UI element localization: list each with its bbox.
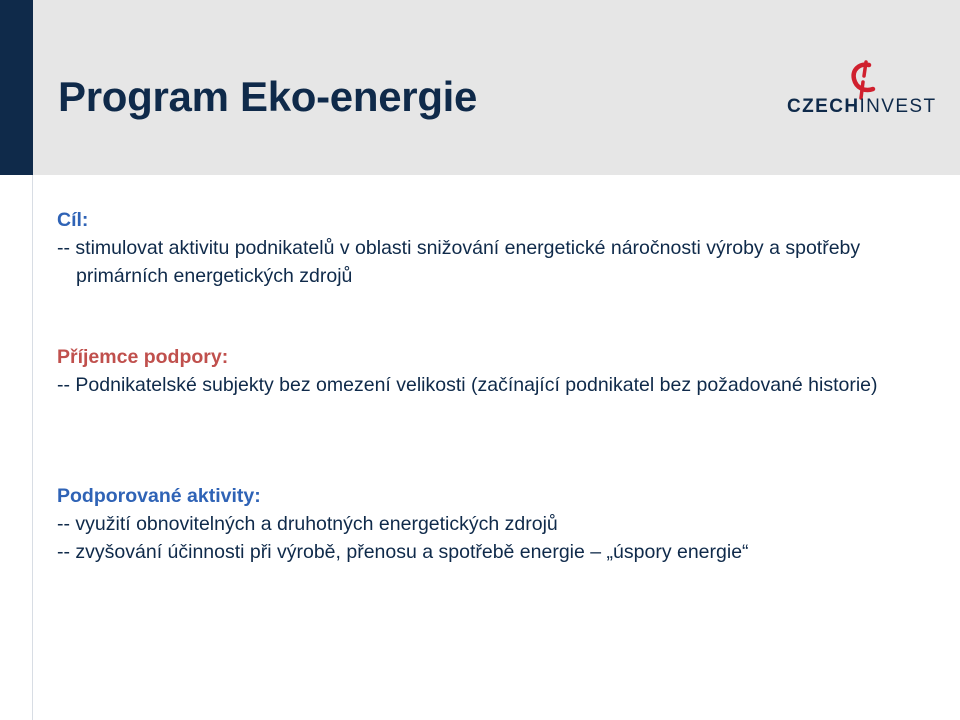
logo-word-invest: INVEST [859,96,937,117]
section-activities [57,482,947,566]
recipients-heading: Příjemce podpory: [57,346,229,368]
section-recipients [57,343,947,399]
activities-line-1: -- využití obnovitelných a druhotných energetických zdrojů [57,513,558,535]
activities-heading: Podporované aktivity: [57,485,261,507]
logo-wordmark [787,96,936,118]
left-accent-bar-top [0,0,33,175]
activities-line-2: -- zvyšování účinnosti při výrobě, přenosu a spotřebě energie – „úspory energie“ [57,541,749,563]
goal-line: -- stimulovat aktivitu podnikatelů v oblasti snižování energetické náročnosti výroby a spotřeby primárních energetických zdrojů [57,237,861,287]
left-accent-bar [0,0,33,720]
section-goal [57,206,947,290]
logo-word-czech: CZECH [787,96,860,117]
czechinvest-logo [787,60,937,120]
recipients-line: -- Podnikatelské subjekty bez omezení velikosti (začínající podnikatel bez požadované historie) [57,374,878,396]
czechinvest-logo-mark-icon [847,60,881,100]
slide-title: Program Eko-energie [58,73,478,120]
goal-heading: Cíl: [57,209,89,231]
left-divider-line [32,175,33,720]
